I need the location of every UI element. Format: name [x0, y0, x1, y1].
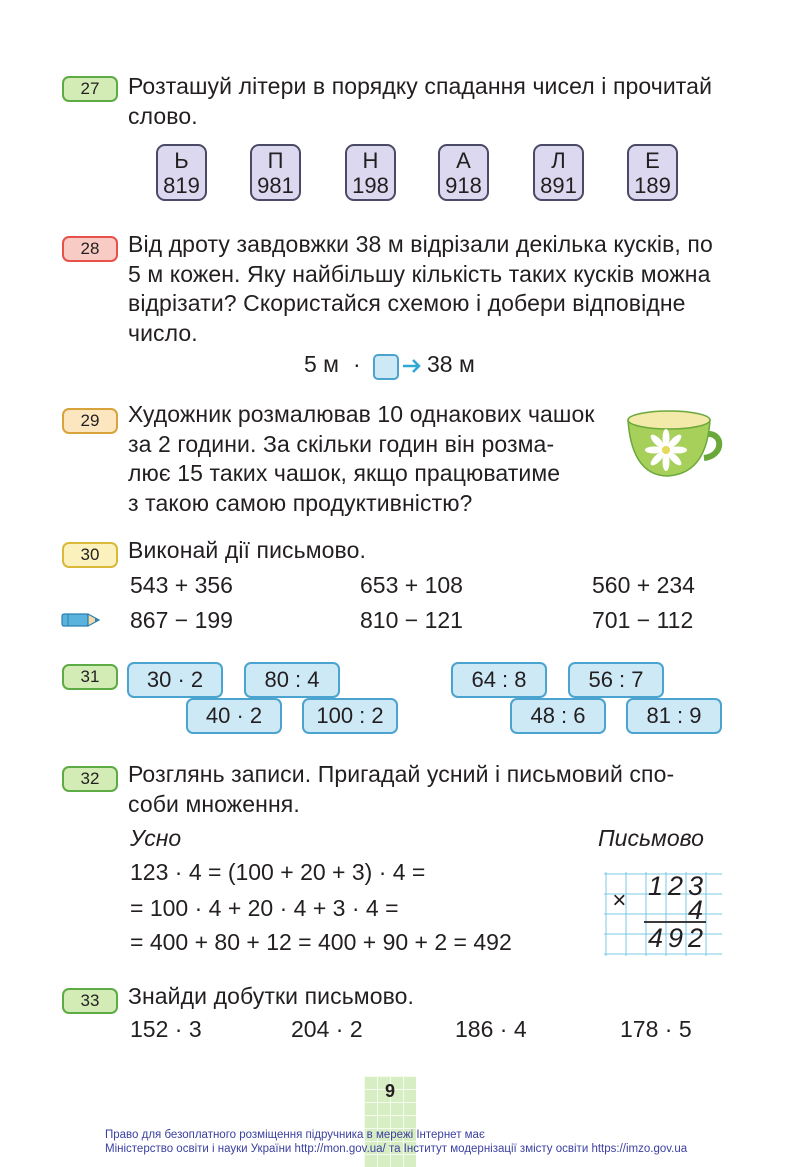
task-30-text: Виконай дії письмово. — [128, 537, 366, 563]
expression-card: 64 : 8 — [451, 662, 547, 698]
expression: 186 · 4 — [455, 1016, 527, 1042]
task-28-text: Від дроту завдовжки 38 м відрізали декілька кусків, по 5 м кожен. Яку найбільшу кількість таких кусків можна відрізати? Скористайся схемою і добери відповідне число. — [128, 231, 713, 346]
expression-card: 30 · 2 — [127, 662, 223, 698]
expression: 867 − 199 — [130, 607, 233, 633]
column-digit: 2 — [688, 923, 704, 953]
column-digit: 1 — [648, 871, 664, 901]
pencil-icon — [60, 611, 102, 629]
oral-label: Усно — [130, 825, 182, 851]
scheme-right: 38 м — [427, 351, 475, 377]
expression-card: 40 · 2 — [186, 698, 282, 734]
column-digit: 4 — [688, 895, 704, 925]
task-33-number: 33 — [62, 988, 118, 1014]
oral-line: = 400 + 80 + 12 = 400 + 90 + 2 = 492 — [130, 929, 512, 955]
oral-line: = 100 · 4 + 20 · 4 + 3 · 4 = — [130, 895, 399, 921]
expression-card: 48 : 6 — [510, 698, 606, 734]
task-29-number: 29 — [62, 408, 118, 434]
letter-tile: А 918 — [438, 144, 489, 201]
multiply-sign: × — [612, 887, 627, 914]
task-33-text: Знайди добутки письмово. — [128, 983, 415, 1009]
letter-tile: Е 189 — [627, 144, 678, 201]
expression: 178 · 5 — [620, 1016, 692, 1042]
task-30-number: 30 — [62, 542, 118, 568]
expression: 204 · 2 — [291, 1016, 363, 1042]
expression: 543 + 356 — [130, 572, 233, 598]
column-digit: 4 — [648, 923, 664, 953]
scheme-dot: · — [353, 351, 361, 377]
expression: 152 · 3 — [130, 1016, 202, 1042]
column-digit: 3 — [688, 871, 704, 901]
letter-tile: Ь 819 — [156, 144, 207, 201]
footer-line: Право для безоплатного розміщення підручника в мережі Інтернет має — [105, 1129, 485, 1141]
written-label: Письмово — [598, 825, 704, 851]
arrow-icon — [401, 356, 423, 376]
scheme-left: 5 м — [304, 351, 339, 377]
column-digit: 2 — [668, 871, 684, 901]
page-number: 9 — [384, 1081, 395, 1101]
expression: 810 − 121 — [360, 607, 463, 633]
expression-card: 80 : 4 — [244, 662, 340, 698]
letter-tile: Л 891 — [533, 144, 584, 201]
task-27-number: 27 — [62, 76, 118, 102]
expression: 560 + 234 — [592, 572, 695, 598]
letter-tile: Н 198 — [345, 144, 396, 201]
task-32-text: Розглянь записи. Пригадай усний і письмовий спо- соби множення. — [128, 761, 675, 817]
task-29-text: Художник розмалював 10 однакових чашок за 2 години. За скільки годин він розма- лює 15 таких чашок, якщо працюватиме з такою самою продуктивністю? — [128, 401, 595, 516]
letter-tile: П 981 — [250, 144, 301, 201]
task-28-number: 28 — [62, 236, 118, 262]
task-27-text: Розташуй літери в порядку спадання чисел і прочитай слово. — [128, 73, 713, 129]
cup-illustration — [620, 404, 724, 484]
footer-line: Міністерство освіти і науки України http://mon.gov.ua/ та Інститут модернізації змісту освіти https://imzo.gov.ua — [105, 1143, 688, 1155]
answer-box[interactable] — [373, 354, 399, 380]
expression: 653 + 108 — [360, 572, 463, 598]
expression: 701 − 112 — [592, 607, 694, 633]
task-32-number: 32 — [62, 766, 118, 792]
expression-card: 100 : 2 — [302, 698, 398, 734]
expression-card: 56 : 7 — [568, 662, 664, 698]
expression-card: 81 : 9 — [626, 698, 722, 734]
task-31-number: 31 — [62, 664, 118, 690]
oral-line: 123 · 4 = (100 + 20 + 3) · 4 = — [130, 859, 426, 885]
column-digit: 9 — [668, 923, 684, 953]
